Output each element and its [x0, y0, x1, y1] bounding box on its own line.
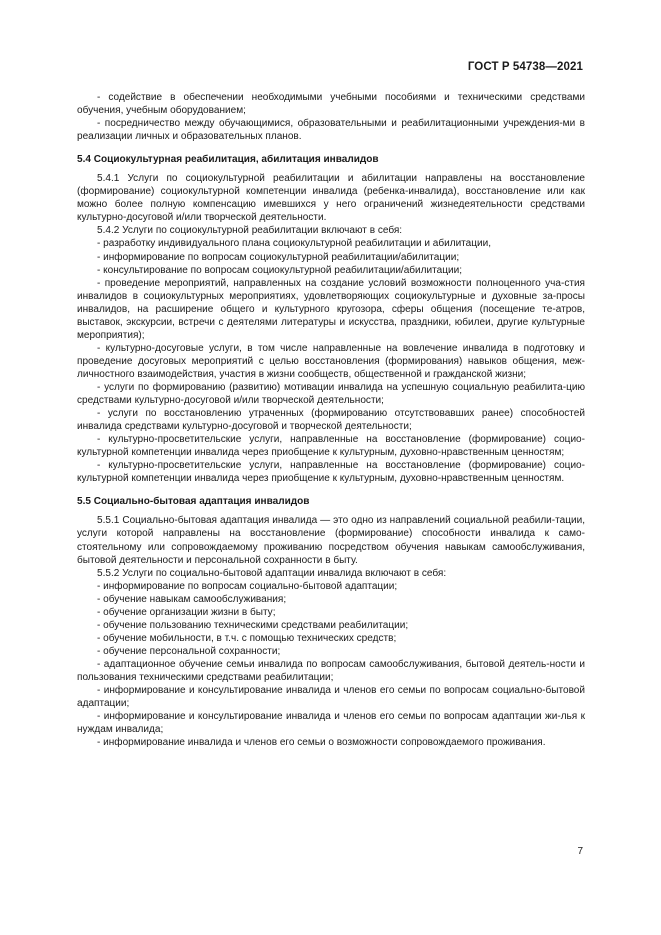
- list-item: - услуги по восстановлению утраченных (формированию отсутствовавших ранее) способностей инвалида средствами культурно-досуговой и творческой деятельности;: [77, 408, 585, 433]
- list-item: - разработку индивидуального плана социокультурной реабилитации и абилитации,: [97, 238, 492, 250]
- section-heading: 5.5 Социально-бытовая адаптация инвалидов: [77, 496, 310, 508]
- section-heading: 5.4 Социокультурная реабилитация, абилитация инвалидов: [77, 154, 379, 166]
- document-body: [77, 91, 585, 749]
- list-item: - услуги по формированию (развитию) мотивации инвалида на успешную социальную реабилита-цию средствами культурно-досуговой и/или творческой деятельности;: [77, 381, 585, 407]
- list-item: - информирование по вопросам социокультурной реабилитации/абилитации;: [97, 251, 460, 263]
- list-item: - обучение навыкам самообслуживания;: [97, 593, 287, 605]
- intro-item: - содействие в обеспечении необходимыми учебными пособиями и техническими средствами обучения, учебным оборудованием;: [77, 92, 585, 117]
- list-item: - культурно-досуговые услуги, в том числе направленные на вовлечение инвалида в подготовку и проведение досуговых мероприятий с целью восстановления (формирования) навыков общения, меж-личностного взаимодействия, участия в жизни сообществ, общественной и гражданской жизни;: [77, 342, 585, 380]
- paragraph: 5.4.2 Услуги по социокультурной реабилитации включают в себя:: [97, 225, 403, 237]
- page-number: 7: [577, 846, 583, 857]
- list-item: - обучение организации жизни в быту;: [97, 606, 276, 618]
- paragraph: 5.5.1 Социально-бытовая адаптация инвалида — это одно из направлений социальной реабили-тации, услуги которой направлены на восстановление (формирование) способности инвалида к само-стоятельному или сопровождаемому проживанию посредством обучения навыкам самообслуживания, бытовой деятельности и персональной сохранности в быту.: [77, 515, 585, 566]
- paragraph: 5.5.2 Услуги по социально-бытовой адаптации инвалида включают в себя:: [97, 567, 447, 579]
- list-item: - информирование и консультирование инвалида и членов его семьи по вопросам социально-бытовой адаптации;: [77, 685, 585, 710]
- list-item: - информирование инвалида и членов его семьи о возможности сопровождаемого проживания.: [97, 737, 546, 749]
- list-item: - обучение пользованию техническими средствами реабилитации;: [97, 619, 409, 631]
- list-item: - консультирование по вопросам социокультурной реабилитации/абилитации;: [97, 264, 462, 276]
- list-item: - обучение мобильности, в т.ч. с помощью технических средств;: [97, 632, 397, 644]
- list-item: - обучение персональной сохранности;: [97, 645, 281, 657]
- list-item: - информирование и консультирование инвалида и членов его семьи по вопросам адаптации жи-лья к нуждам инвалида;: [77, 711, 585, 736]
- list-item: - информирование по вопросам социально-бытовой адаптации;: [97, 580, 398, 592]
- list-item: - культурно-просветительские услуги, направленные на восстановление (формирование) социо-культурной компетенции инвалида через приобщение к культурным, духовно-нравственным ценностям;: [77, 434, 585, 459]
- list-item: - адаптационное обучение семьи инвалида по вопросам самообслуживания, бытовой деятель-ности и пользования техническими средствами реабилитации;: [77, 658, 585, 683]
- paragraph: 5.4.1 Услуги по социокультурной реабилитации и абилитации направлены на восстановление (формирование) социокультурной компетенции инвалида (ребенка-инвалида), восстановление или как можно более полную компенсацию имевшихся у него ограничений жизнедеятельности средствами культурно-досуговой и/или творческой деятельности.: [77, 173, 585, 224]
- list-item: - проведение мероприятий, направленных на создание условий возможности полноценного уча-стия инвалидов в социокультурных мероприятиях, удовлетворяющих социокультурные и духовные за-просы инвалидов, на расширение общего и культурного кругозора, сферы общения (посещение те-атров, выставок, экскурсии, встречи с деятелями литературы и искусства, праздники, юбилеи, другие культурные мероприятия);: [77, 277, 585, 341]
- standard-header: ГОСТ Р 54738—2021: [467, 61, 583, 73]
- list-item: - культурно-просветительские услуги, направленные на восстановление (формирование) социо-культурной компетенции инвалида через приобщение к культурным, духовно-нравственным ценностям.: [77, 460, 585, 485]
- intro-item: - посредничество между обучающимися, образовательными и реабилитационными учреждения-ми в реализации личных и образовательных планов.: [77, 118, 585, 143]
